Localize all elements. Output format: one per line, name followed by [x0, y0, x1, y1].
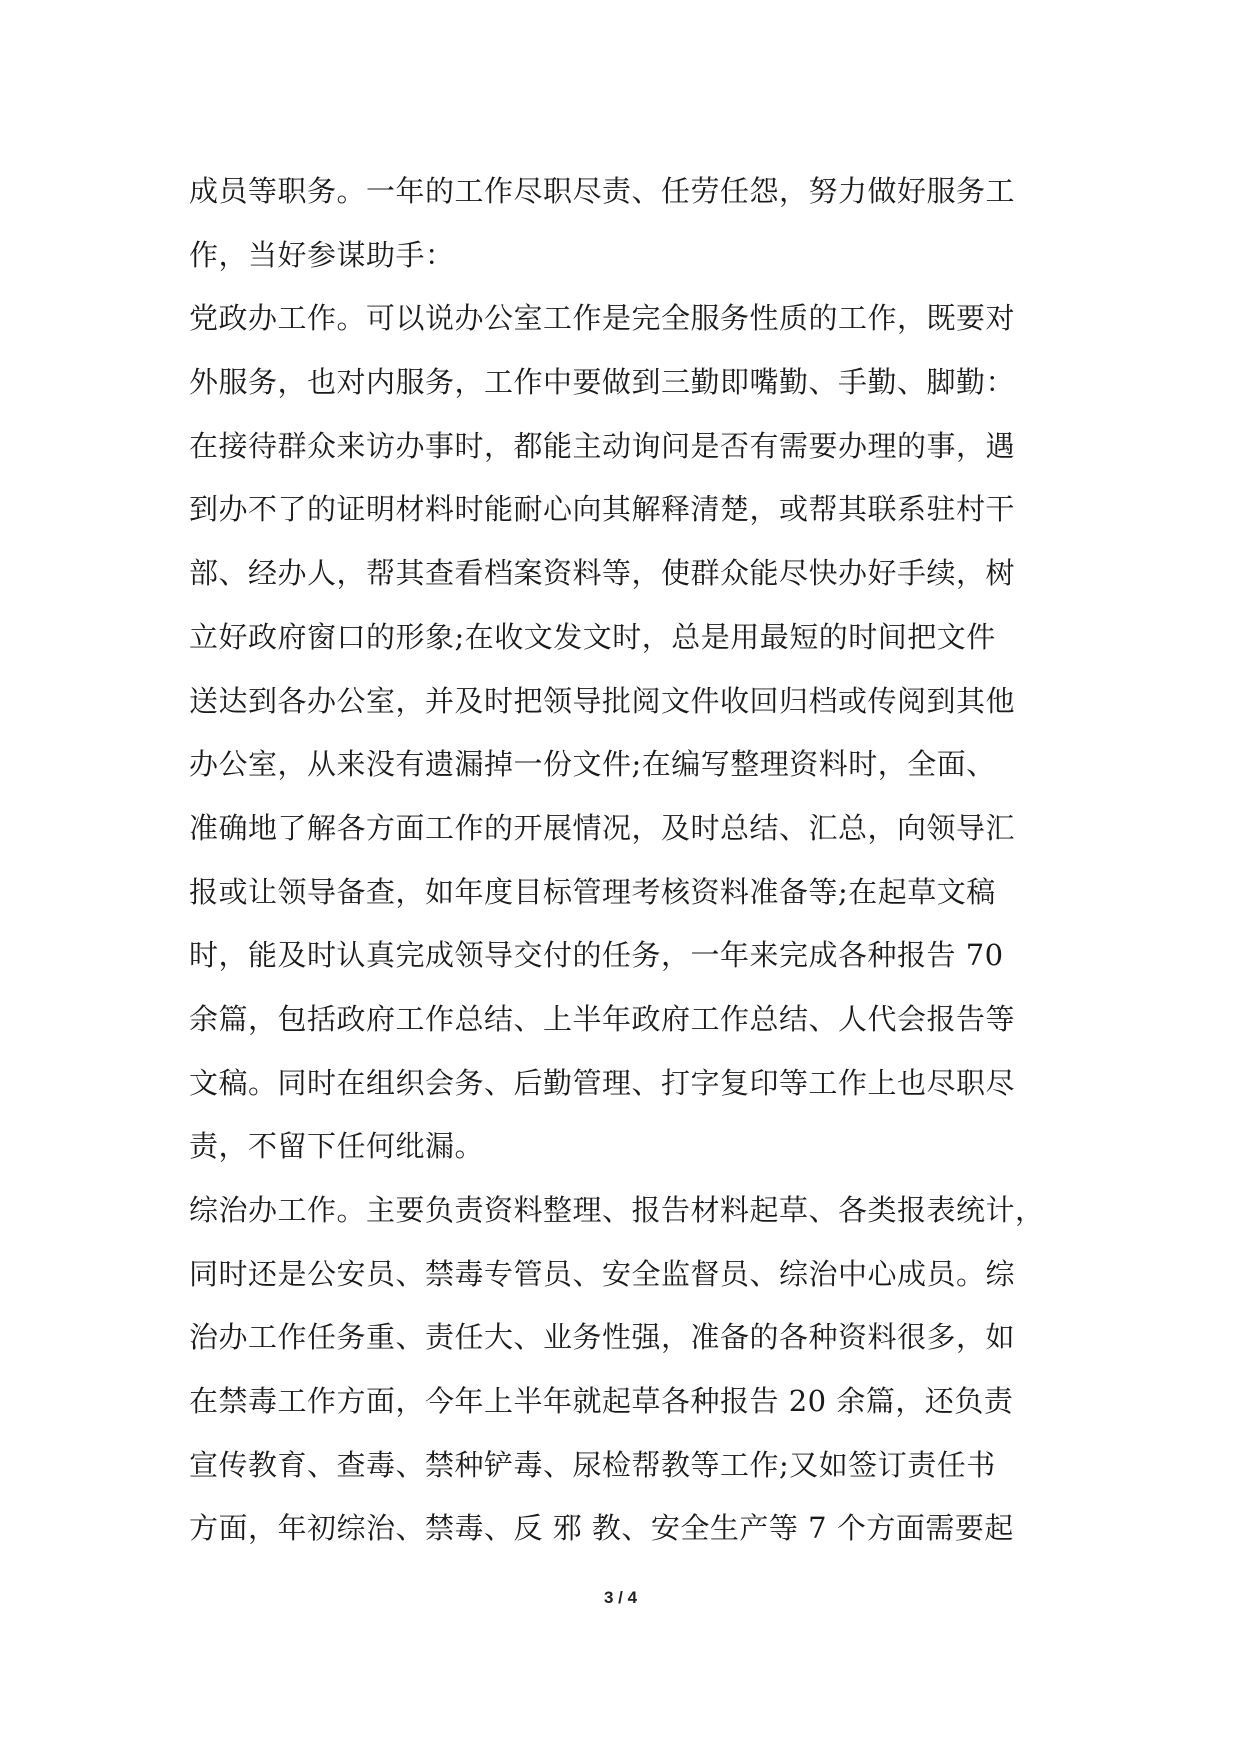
text-line: 到办不了的证明材料时能耐心向其解释清楚，或帮其联系驻村干	[189, 492, 1016, 527]
text-line: 综治办工作。主要负责资料整理、报告材料起草、各类报表统计，	[189, 1193, 1045, 1227]
body-text	[189, 160, 1059, 1561]
text-line: 立好政府窗口的形象;在收文发文时，总是用最短的时间把文件	[189, 619, 996, 654]
text-line: 在接待群众来访办事时，都能主动询问是否有需要办理的事，遇	[189, 428, 1016, 463]
text-line: 作，当好参谋助手：	[189, 237, 455, 272]
text-line: 送达到各办公室，并及时把领导批阅文件收回归档或传阅到其他	[189, 683, 1016, 718]
page-number: 3 / 4	[603, 1588, 638, 1607]
text-line: 部、经办人，帮其查看档案资料等，使群众能尽快办好手续，树	[189, 556, 1016, 591]
text-line: 准确地了解各方面工作的开展情况，及时总结、汇总，向领导汇	[189, 810, 1016, 845]
text-line: 责，不留下任何纰漏。	[189, 1129, 485, 1164]
text-line: 余篇，包括政府工作总结、上半年政府工作总结、人代会报告等	[189, 1001, 1016, 1036]
text-line: 文稿。同时在组织会务、后勤管理、打字复印等工作上也尽职尽	[189, 1065, 1016, 1100]
text-line: 方面，年初综治、禁毒、反 邪 教、安全生产等 7 个方面需要起	[189, 1511, 1014, 1546]
text-line: 成员等职务。一年的工作尽职尽责、任劳任怨，努力做好服务工	[189, 174, 1016, 208]
text-line: 治办工作任务重、责任大、业务性强，准备的各种资料很多，如	[189, 1320, 1016, 1355]
text-line: 宣传教育、查毒、禁种铲毒、尿检帮教等工作;又如签订责任书	[189, 1447, 996, 1482]
text-line: 报或让领导备查，如年度目标管理考核资料准备等;在起草文稿	[189, 874, 996, 909]
text-line: 外服务，也对内服务，工作中要做到三勤即嘴勤、手勤、脚勤：	[189, 365, 1016, 400]
text-line: 办公室，从来没有遗漏掉一份文件;在编写整理资料时，全面、	[189, 747, 996, 782]
text-line: 党政办工作。可以说办公室工作是完全服务性质的工作，既要对	[189, 301, 1016, 336]
text-line: 同时还是公安员、禁毒专管员、安全监督员、综治中心成员。综	[189, 1256, 1016, 1291]
text-line: 在禁毒工作方面，今年上半年就起草各种报告 20 余篇，还负责	[189, 1384, 1014, 1419]
text-line: 时，能及时认真完成领导交付的任务，一年来完成各种报告 70	[189, 938, 1004, 973]
